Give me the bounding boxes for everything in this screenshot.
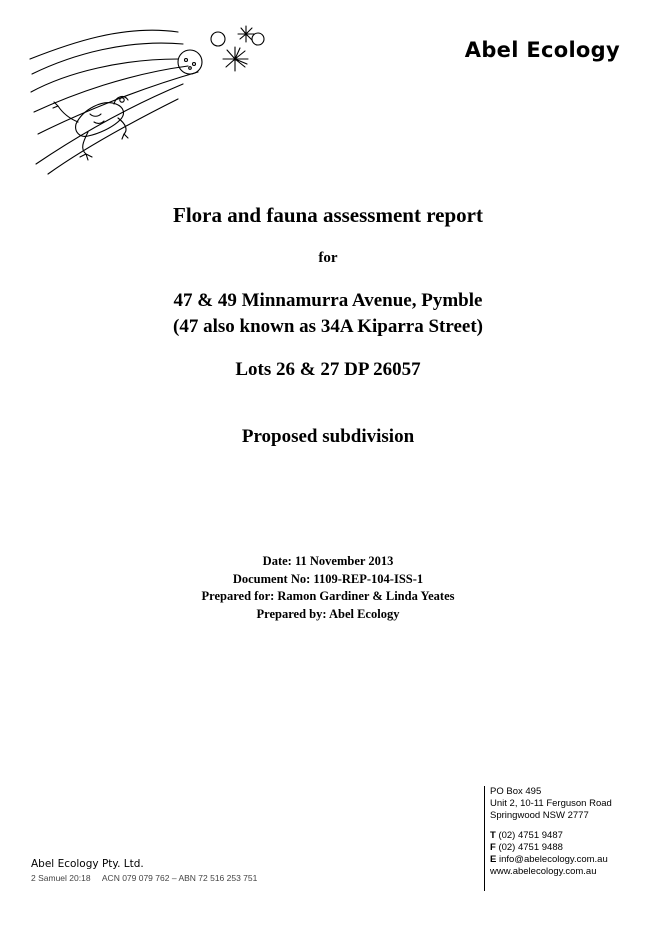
phone-number: (02) 4751 9487: [498, 830, 563, 842]
site-address-alias: (47 also known as 34A Kiparra Street): [173, 316, 483, 337]
contact-email: [490, 854, 612, 866]
document-date: Date: 11 November 2013: [262, 554, 394, 568]
report-title: Flora and fauna assessment report: [173, 203, 483, 227]
phone-label: T: [490, 830, 496, 842]
document-number: Document No: 1109-REP-104-ISS-1: [232, 571, 424, 586]
site-address: 47 & 49 Minnamurra Avenue, Pymble: [173, 290, 483, 311]
prepared-by: Prepared by: Abel Ecology: [256, 606, 400, 621]
contact-po-box: PO Box 495: [490, 786, 542, 797]
prepared-for: Prepared for: Ramon Gardiner & Linda Yeates: [201, 589, 455, 603]
brand-name: Abel Ecology: [464, 38, 620, 62]
contact-phone: [490, 830, 612, 842]
email-address: info@abelecology.com.au: [498, 853, 608, 865]
lot-reference: Lots 26 & 27 DP 26057: [235, 359, 421, 380]
proposal-title: Proposed subdivision: [241, 426, 415, 447]
email-label: E: [490, 853, 497, 865]
frog-and-branches-logo-icon: [28, 14, 268, 179]
contact-street: Unit 2, 10-11 Ferguson Road: [490, 797, 612, 809]
contact-block: [490, 786, 612, 878]
fax-number: (02) 4751 9488: [498, 842, 563, 854]
company-name: Abel Ecology Pty. Ltd.: [31, 858, 144, 870]
contact-suburb: Springwood NSW 2777: [490, 809, 589, 821]
fax-label: F: [490, 842, 496, 854]
for-label: for: [318, 250, 338, 266]
contact-divider: [484, 786, 485, 891]
contact-website: www.abelecology.com.au: [490, 865, 597, 877]
document-meta: [0, 553, 656, 623]
company-reference: 2 Samuel 20:18 ACN 079 079 762 – ABN 72 516 253 751: [31, 873, 258, 883]
contact-fax: [490, 842, 612, 854]
